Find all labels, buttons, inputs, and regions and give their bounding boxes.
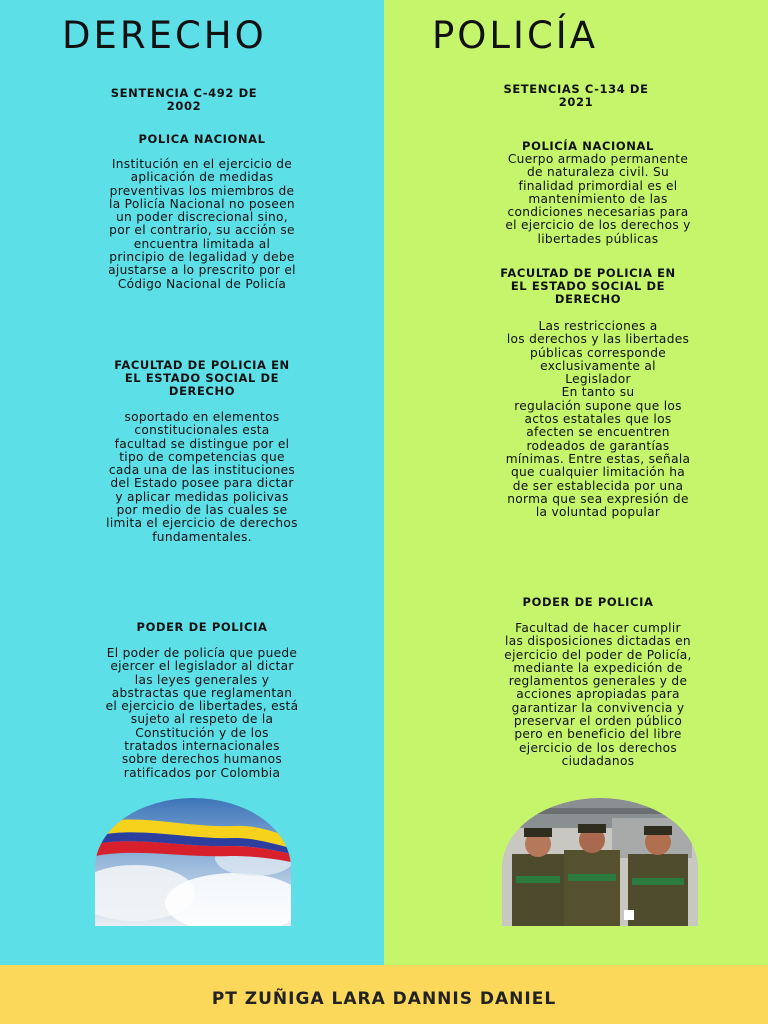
right-section3-title: PODER DE POLICIA (522, 595, 654, 609)
colombia-flag-image (95, 798, 291, 926)
left-heading: SENTENCIA C-492 DE 2002 (110, 86, 258, 113)
police-officers-image (502, 798, 698, 926)
left-section2-text: soportado en elementos constitucionales esta facultad se distingue por el tipo de competencias que cada una de las instituciones del Estado posee para dictar y aplicar medidas policivas por medio de las cuales se limita el ejercicio de derechos fundamentales. (106, 410, 298, 544)
left-section2-title: FACULTAD DE POLICIA EN EL ESTADO SOCIAL DE DERECHO (114, 358, 290, 398)
left-section1-title: POLICA NACIONAL (138, 132, 266, 146)
right-section1-text: Cuerpo armado permanente de naturaleza civil. Su finalidad primordial es el mantenimiento de las condiciones necesarias para el ejercicio de los derechos y libertades públicas (505, 152, 691, 246)
right-section1-title: POLICÍA NACIONAL (522, 139, 654, 153)
right-section2-title: FACULTAD DE POLICIA EN EL ESTADO SOCIAL DE DERECHO (500, 266, 676, 306)
title-derecho: DERECHO (62, 14, 267, 57)
title-policia: POLICÍA (432, 14, 599, 57)
footer-bar (0, 965, 768, 1024)
author-name: PT ZUÑIGA LARA DANNIS DANIEL (211, 989, 557, 1009)
left-section1-text: Institución en el ejercicio de aplicación de medidas preventivas los miembros de la Policía Nacional no poseen un poder discrecional sino, por el contrario, su acción se encuentra limitada al principio de legalidad y debe ajustarse a lo prescrito por el Código Nacional de Policía (108, 157, 296, 291)
right-heading: SETENCIAS C-134 DE 2021 (503, 82, 649, 109)
left-section3-title: PODER DE POLICIA (136, 620, 268, 634)
right-section3-text: Facultad de hacer cumplir las disposiciones dictadas en ejercicio del poder de Policía, mediante la expedición de reglamentos generales y de acciones apropiadas para garantizar la convivencia y preservar el orden público pero en beneficio del libre ejercicio de los derechos ciudadanos (504, 621, 692, 768)
right-section2-text: Las restricciones a los derechos y las libertades públicas corresponde exclusivamente al Legislador En tanto su regulación supone que los actos estatales que los afecten se encuentren rodeados de garantías mínimas. Entre estas, señala que cualquier limitación ha de ser establecida por una norma que sea expresión de la voluntad popular (505, 319, 691, 520)
left-section3-text: El poder de policía que puede ejercer el legislador al dictar las leyes generales y abstractas que reglamentan el ejercicio de libertades, está sujeto al respeto de la Constitución y de los tratados internacionales sobre derechos humanos ratificados por Colombia (105, 646, 299, 780)
